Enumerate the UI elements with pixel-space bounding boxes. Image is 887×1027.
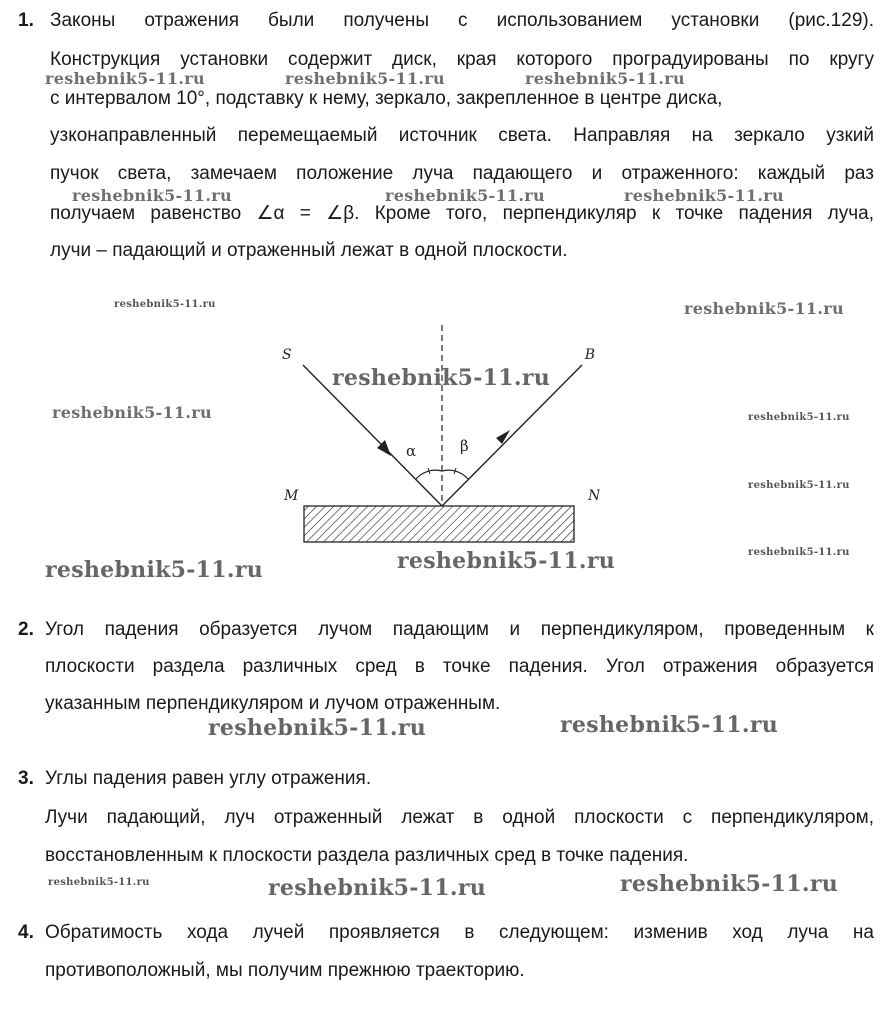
watermark: reshebnik5-11.ru xyxy=(748,547,850,558)
text-line: с интервалом 10°, подставку к нему, зеркало, закрепленное в центре диска, xyxy=(50,88,723,109)
label-s: S xyxy=(282,347,292,363)
text-line: пучок света, замечаем положение луча падающего и отраженного: каждый раз xyxy=(50,163,874,184)
item-number: 4. xyxy=(18,922,34,943)
watermark: reshebnik5-11.ru xyxy=(332,365,551,391)
watermark: reshebnik5-11.ru xyxy=(748,480,850,491)
watermark: reshebnik5-11.ru xyxy=(560,712,779,738)
label-n: N xyxy=(588,488,600,504)
text-line: Конструкция установки содержит диск, края которого проградуированы по кругу xyxy=(50,49,874,70)
reflection-diagram xyxy=(270,315,600,550)
text-line: Лучи падающий, луч отраженный лежат в одной плоскости с перпендикуляром, xyxy=(45,807,874,828)
watermark: reshebnik5-11.ru xyxy=(48,877,150,888)
text-line: Законы отражения были получены с использованием установки (рис.129). xyxy=(50,10,874,31)
item-number: 3. xyxy=(18,768,34,789)
label-beta: β xyxy=(460,437,469,455)
watermark: reshebnik5-11.ru xyxy=(684,299,844,318)
watermark: reshebnik5-11.ru xyxy=(397,548,616,574)
watermark: reshebnik5-11.ru xyxy=(45,557,264,583)
watermark: reshebnik5-11.ru xyxy=(748,412,850,423)
watermark: reshebnik5-11.ru xyxy=(45,69,205,88)
text-line: узконаправленный перемещаемый источник света. Направляя на зеркало узкий xyxy=(50,125,874,146)
text-line: лучи – падающий и отраженный лежат в одной плоскости. xyxy=(50,240,568,261)
watermark: reshebnik5-11.ru xyxy=(52,403,212,422)
text-line: Угол падения образуется лучом падающим и перпендикуляром, проведенным к xyxy=(45,619,874,640)
watermark: reshebnik5-11.ru xyxy=(385,186,545,205)
label-alpha: α xyxy=(406,442,417,460)
watermark: reshebnik5-11.ru xyxy=(525,69,685,88)
text-line: Углы падения равен углу отражения. xyxy=(45,768,372,789)
watermark: reshebnik5-11.ru xyxy=(285,69,445,88)
item-number: 2. xyxy=(18,619,34,640)
watermark: reshebnik5-11.ru xyxy=(208,715,427,741)
watermark: reshebnik5-11.ru xyxy=(114,299,216,310)
watermark: reshebnik5-11.ru xyxy=(72,186,232,205)
watermark: reshebnik5-11.ru xyxy=(268,875,487,901)
text-line: противоположный, мы получим прежнюю траекторию. xyxy=(45,960,525,981)
text-line: восстановленным к плоскости раздела различных сред в точке падения. xyxy=(45,845,689,866)
label-b: B xyxy=(584,347,595,363)
watermark: reshebnik5-11.ru xyxy=(624,186,784,205)
text-line: Обратимость хода лучей проявляется в следующем: изменив ход луча на xyxy=(45,922,874,943)
text-line: указанным перпендикуляром и лучом отраженным. xyxy=(45,693,501,714)
text-line: плоскости раздела различных сред в точке падения. Угол отражения образуется xyxy=(45,656,874,677)
watermark: reshebnik5-11.ru xyxy=(620,871,839,897)
reflected-arrow xyxy=(496,430,510,444)
item-number: 1. xyxy=(18,10,34,31)
label-m: M xyxy=(284,488,299,504)
text-line: получаем равенство ∠α = ∠β. Кроме того, перпендикуляр к точке падения луча, xyxy=(50,203,874,224)
mirror-surface xyxy=(304,506,574,542)
